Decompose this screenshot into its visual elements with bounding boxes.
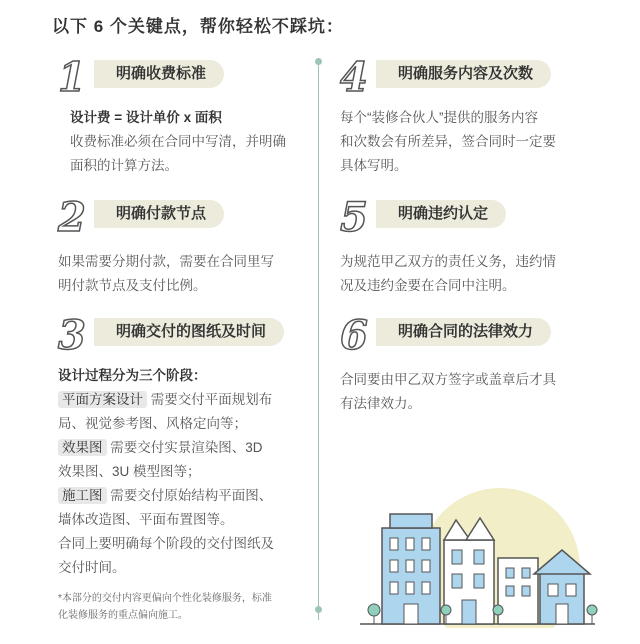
text-line: 明付款节点及支付比例。 xyxy=(58,278,207,293)
text-line: 需要交付实景渲染图、3D xyxy=(110,440,263,455)
section-heading: 明确服务内容及次数 xyxy=(376,60,551,88)
column-divider xyxy=(318,62,319,620)
section-heading: 明确付款节点 xyxy=(94,200,224,228)
section-4-body xyxy=(340,106,556,178)
section-heading: 明确违约认定 xyxy=(376,200,506,228)
text-line: 具体写明。 xyxy=(340,158,408,173)
text-line: 为规范甲乙双方的责任义务，违约情 xyxy=(340,254,556,269)
building-right xyxy=(498,558,538,624)
section-2-body xyxy=(58,250,274,298)
page-title: 以下 6 个关键点，帮你轻松不踩坑： xyxy=(52,17,344,36)
section-5-body xyxy=(340,250,556,298)
building-left xyxy=(382,514,440,624)
section-1-body xyxy=(70,106,286,178)
text-line: 交付时间。 xyxy=(58,560,126,575)
text-line: 合同要由甲乙双方签字或盖章后才具 xyxy=(340,372,556,387)
text-line: 况及违约金要在合同中注明。 xyxy=(340,278,516,293)
stage-tag-construction: 施工图 xyxy=(58,487,107,504)
stage-tag-render: 效果图 xyxy=(58,439,107,456)
divider-dot-top xyxy=(315,58,322,65)
text-line: 和次数会有所差异，签合同时一定要 xyxy=(340,134,556,149)
fee-formula: 设计费 = 设计单价 x 面积 xyxy=(70,110,222,125)
divider-dot-bottom xyxy=(315,606,322,613)
text-line: 需要交付平面规划布 xyxy=(150,392,273,407)
footnote xyxy=(58,590,272,624)
text-line: 局、视觉参考图、风格定向等； xyxy=(58,416,247,431)
section-3-body xyxy=(58,364,308,580)
text-line: 有法律效力。 xyxy=(340,396,421,411)
section-number: 2 xyxy=(58,194,86,241)
note-line: *本部分的交付内容更偏向个性化装修服务，标准 xyxy=(58,593,272,604)
text-line: 需要交付原始结构平面图、 xyxy=(110,488,273,503)
section-heading: 明确合同的法律效力 xyxy=(376,318,551,346)
section-number: 5 xyxy=(340,194,368,241)
text-line: 合同上要明确每个阶段的交付图纸及 xyxy=(58,536,274,551)
note-line: 化装修服务的重点偏向施工。 xyxy=(58,610,188,621)
text-line: 每个“装修合伙人”提供的服务内容 xyxy=(340,110,538,125)
buildings-illustration xyxy=(360,488,600,628)
text-line: 面积的计算方法。 xyxy=(70,158,178,173)
stage-tag-plan: 平面方案设计 xyxy=(58,391,147,408)
section-number: 1 xyxy=(58,54,86,101)
section-number: 3 xyxy=(58,312,86,359)
section-heading: 明确收费标准 xyxy=(94,60,224,88)
text-line: 效果图、3U 模型图等； xyxy=(58,464,201,479)
section-number: 6 xyxy=(340,312,368,359)
text-line: 收费标准必须在合同中写清，并明确 xyxy=(70,134,286,149)
text-line: 如果需要分期付款，需要在合同里写 xyxy=(58,254,274,269)
section-number: 4 xyxy=(340,54,368,101)
section-6-body xyxy=(340,368,556,416)
stages-intro: 设计过程分为三个阶段： xyxy=(58,368,207,383)
building-middle xyxy=(444,518,494,624)
section-heading: 明确交付的图纸及时间 xyxy=(94,318,284,346)
text-line: 墙体改造图、平面布置图等。 xyxy=(58,512,234,527)
